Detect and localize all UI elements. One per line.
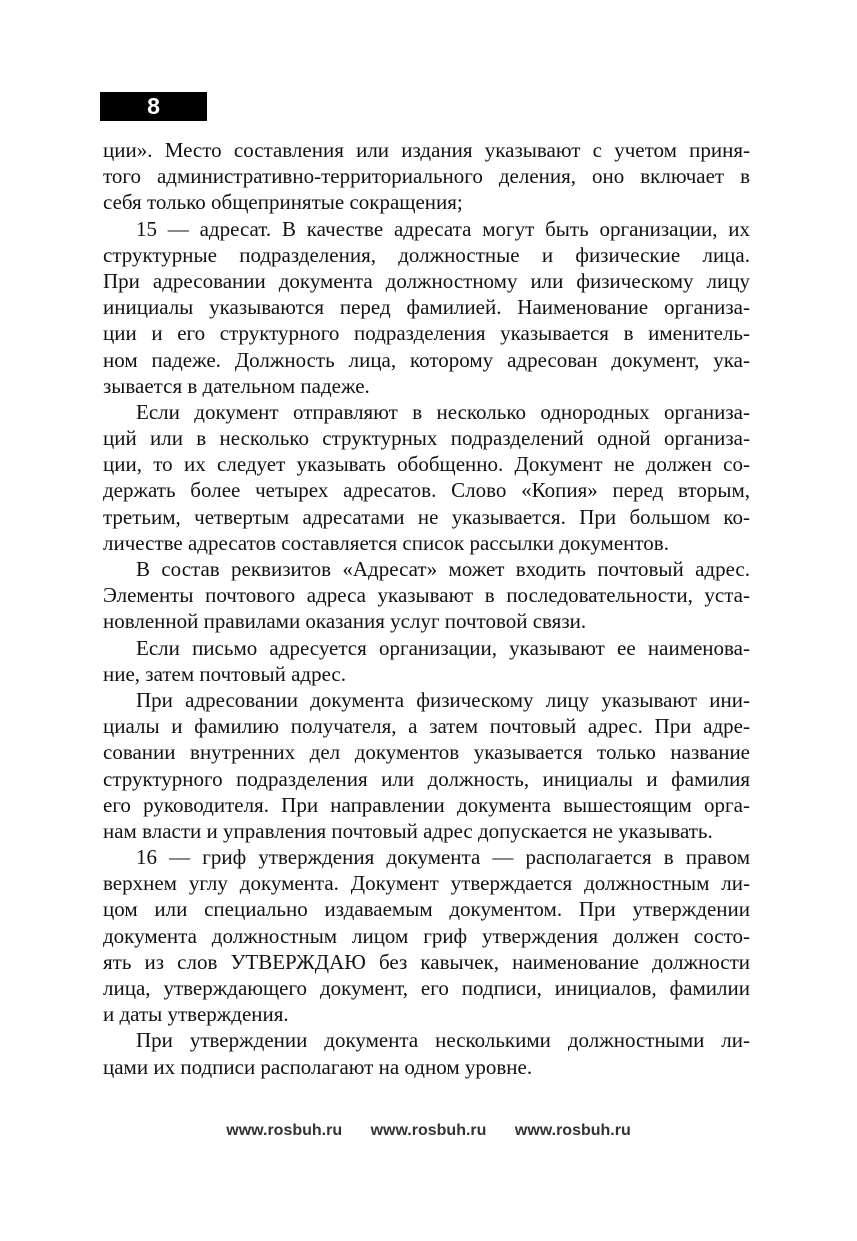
text-line: ции и его структурного подразделения указывается в именитель- <box>103 321 750 346</box>
footer-link[interactable]: www.rosbuh.ru <box>514 1122 631 1139</box>
text-line: верхнем углу документа. Документ утверждается должностным ли- <box>103 871 750 896</box>
footer-link[interactable]: www.rosbuh.ru <box>370 1122 487 1139</box>
text-line: Если письмо адресуется организации, указывают ее наименова- <box>136 635 750 660</box>
page-number: 8 <box>100 92 207 121</box>
text-line: Если документ отправляют в несколько однородных организа- <box>136 399 750 424</box>
text-line: ции, то их следует указывать обобщенно. Документ не должен со- <box>103 452 750 477</box>
paragraph <box>103 556 750 635</box>
text-line: структурного подразделения или должность, инициалы и фамилия <box>103 766 750 791</box>
text-line: цами их подписи располагают на одном уровне. <box>103 1054 533 1079</box>
text-line: зывается в дательном падеже. <box>103 373 370 398</box>
text-line: документа должностным лицом гриф утверждения должен состо- <box>103 923 750 948</box>
text-line: ций или в несколько структурных подразделений одной организа- <box>103 426 750 451</box>
text-line: В состав реквизитов «Адресат» может входить почтовый адрес. <box>136 557 750 581</box>
paragraph <box>103 844 750 1027</box>
paragraph <box>103 635 750 687</box>
text-line: Элементы почтового адреса указывают в последовательности, уста- <box>103 583 750 608</box>
text-line: ние, затем почтовый адрес. <box>103 661 346 686</box>
text-line: При адресовании документа физическому лицу указывают ини- <box>136 687 750 712</box>
text-line: 15 — адресат. В качестве адресата могут быть организации, их <box>136 216 750 241</box>
text-line: личестве адресатов составляется список рассылки документов. <box>103 530 669 555</box>
text-line: себя только общепринятые сокращения; <box>103 190 463 215</box>
paragraph <box>103 1027 750 1079</box>
text-line: ном падеже. Должность лица, которому адресован документ, ука- <box>103 347 750 372</box>
text-line: цом или специально издаваемым документом. При утверждении <box>103 897 750 922</box>
text-line: его руководителя. При направлении документа вышестоящим орга- <box>103 792 750 817</box>
text-line: структурные подразделения, должностные и физические лица. <box>103 242 750 267</box>
paragraph <box>103 687 750 844</box>
text-line: и даты утверждения. <box>103 1002 289 1027</box>
text-line: ции». Место составления или издания указывают с учетом приня- <box>103 138 750 162</box>
text-line: лица, утверждающего документ, его подписи, инициалов, фамилии <box>103 976 750 1000</box>
paragraph <box>103 137 750 216</box>
text-line: того административно-территориального деления, оно включает в <box>103 164 750 189</box>
paragraph <box>103 216 750 399</box>
text-line: ять из слов УТВЕРЖДАЮ без кавычек, наименование должности <box>103 949 750 974</box>
text-line: нам власти и управления почтовый адрес допускается не указывать. <box>103 818 713 843</box>
text-line: совании внутренних дел документов указывается только название <box>103 740 750 765</box>
text-line: держать более четырех адресатов. Слово «Копия» перед вторым, <box>103 478 750 503</box>
body-text <box>103 137 750 1080</box>
text-line: новленной правилами оказания услуг почтовой связи. <box>103 609 587 634</box>
footer <box>0 1122 857 1140</box>
text-line: При адресовании документа должностному или физическому лицу <box>103 268 750 293</box>
paragraph <box>103 399 750 556</box>
text-line: циалы и фамилию получателя, а затем почтовый адрес. При адре- <box>103 714 750 739</box>
text-line: При утверждении документа несколькими должностными ли- <box>136 1028 750 1053</box>
text-line: 16 — гриф утверждения документа — располагается в правом <box>136 845 750 870</box>
footer-link[interactable]: www.rosbuh.ru <box>226 1122 343 1139</box>
text-line: третьим, четвертым адресатами не указывается. При большом ко- <box>103 504 750 529</box>
text-line: инициалы указываются перед фамилией. Наименование организа- <box>103 295 750 320</box>
